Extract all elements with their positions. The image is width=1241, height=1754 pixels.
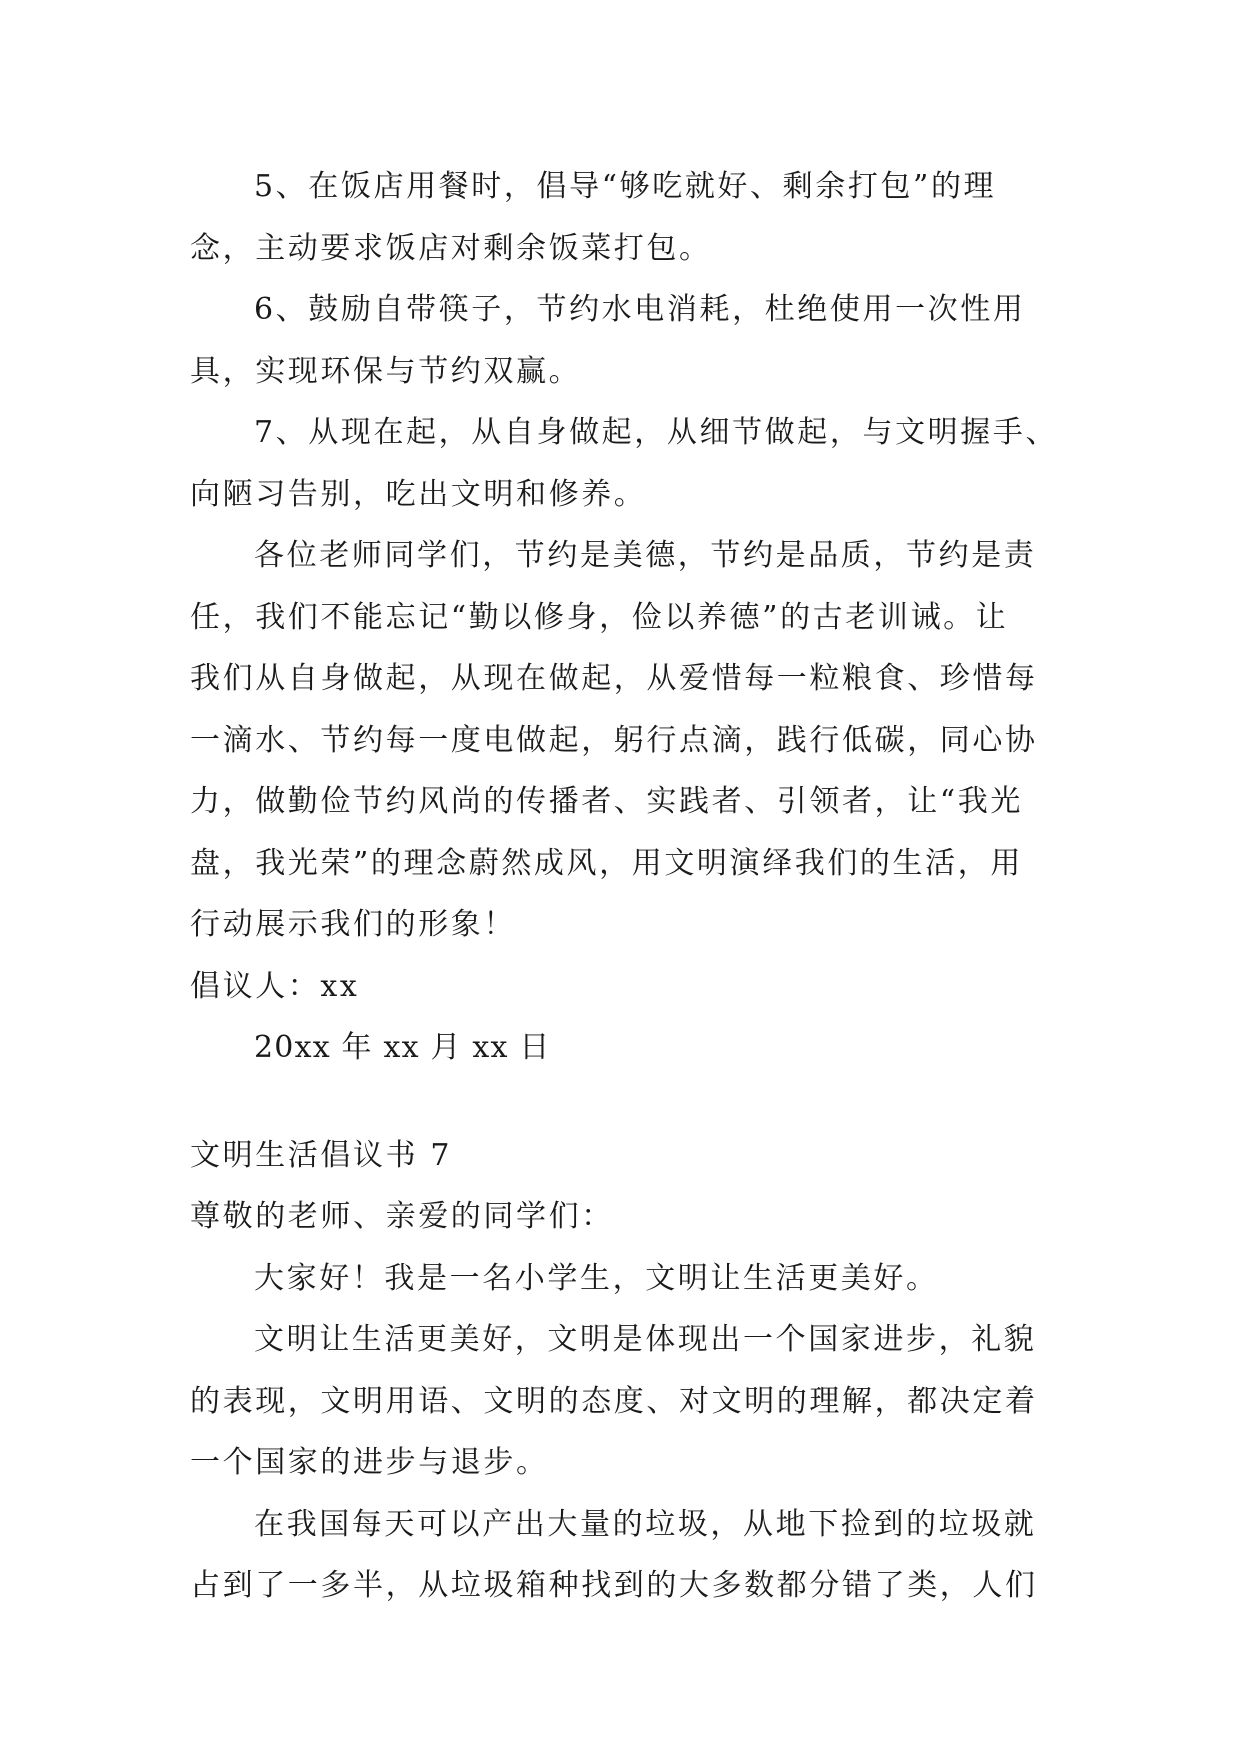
paragraph-line: 一个国家的进步与退步。	[190, 1445, 549, 1480]
paragraph-line: 任，我们不能忘记“勤以修身，俭以养德”的古老训诫。让	[190, 599, 1009, 635]
paragraph-line: 盘，我光荣”的理念蔚然成风，用文明演绎我们的生活，用	[190, 845, 1023, 881]
paragraph-line: 各位老师同学们，节约是美德，节约是品质，节约是责	[254, 538, 1037, 573]
date-line: 20xx 年 xx 月 xx 日	[254, 1030, 551, 1065]
paragraph-line: 向陋习告别，吃出文明和修养。	[190, 476, 647, 512]
paragraph-line: 一滴水、节约每一度电做起，躬行点滴，践行低碳，同心协	[190, 722, 1038, 758]
signer-line: 倡议人：xx	[190, 968, 360, 1004]
paragraph-line: 在我国每天可以产出大量的垃圾，从地下捡到的垃圾就	[254, 1506, 1037, 1542]
paragraph-line: 大家好！我是一名小学生，文明让生活更美好。	[254, 1260, 939, 1296]
paragraph-line: 我们从自身做起，从现在做起，从爱惜每一粒粮食、珍惜每	[190, 661, 1038, 696]
paragraph-line: 6、鼓励自带筷子，节约水电消耗，杜绝使用一次性用	[254, 292, 1026, 327]
document-body	[190, 156, 1059, 1617]
paragraph-line: 文明让生活更美好，文明是体现出一个国家进步，礼貌	[254, 1322, 1037, 1357]
salutation: 尊敬的老师、亲爱的同学们：	[190, 1199, 614, 1234]
paragraph-line: 力，做勤俭节约风尚的传播者、实践者、引领者，让“我光	[190, 784, 1023, 819]
paragraph-line: 7、从现在起，从自身做起，从细节做起，与文明握手、	[254, 415, 1059, 450]
paragraph-line: 行动展示我们的形象！	[190, 907, 516, 942]
paragraph-line: 念，主动要求饭店对剩余饭菜打包。	[190, 230, 712, 266]
section-title: 文明生活倡议书 7	[190, 1137, 453, 1173]
paragraph-line: 5、在饭店用餐时，倡导“够吃就好、剩余打包”的理	[254, 169, 997, 204]
paragraph-line: 的表现，文明用语、文明的态度、对文明的理解，都决定着	[190, 1383, 1038, 1419]
paragraph-line: 具，实现环保与节约双赢。	[190, 353, 582, 389]
paragraph-line: 占到了一多半，从垃圾箱种找到的大多数都分错了类，人们	[190, 1568, 1038, 1603]
section-spacer	[190, 1079, 1052, 1125]
